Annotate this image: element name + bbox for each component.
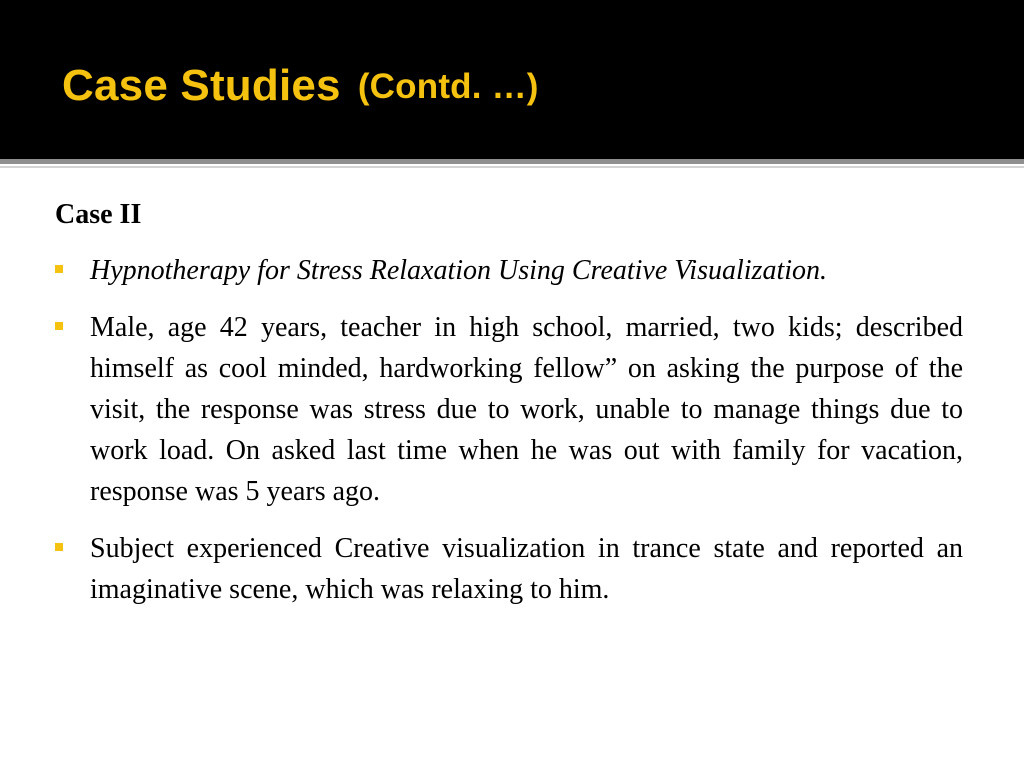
case-heading: Case II [55,199,142,230]
title-bar [0,0,1024,159]
bullet-text-case-description: Male, age 42 years, teacher in high school, married, two kids; described himself as cool minded, hardworking fellow” on asking the purpose of the visit, the response was stress due to work, unable to manage things due to work load. On asked last time when he was out with family for vacation, response was 5 years ago. [90,312,963,507]
bullet-item-title [55,250,963,291]
title-main-text: Case Studies [62,61,341,110]
slide-content [55,194,963,626]
bullet-item-subject-experience [55,528,963,610]
square-bullet-icon [55,322,63,330]
bullet-list [55,250,963,610]
bullet-item-case-description [55,307,963,512]
square-bullet-icon [55,265,63,273]
bullet-text-title: Hypnotherapy for Stress Relaxation Using Creative Visualization. [90,255,827,286]
title-contd-text: (Contd. …) [357,67,539,106]
slide-title [62,61,539,110]
header-divider-light [0,166,1024,168]
bullet-text-subject-experience: Subject experienced Creative visualization in trance state and reported an imaginative scene, which was relaxing to him. [90,533,963,605]
square-bullet-icon [55,543,63,551]
